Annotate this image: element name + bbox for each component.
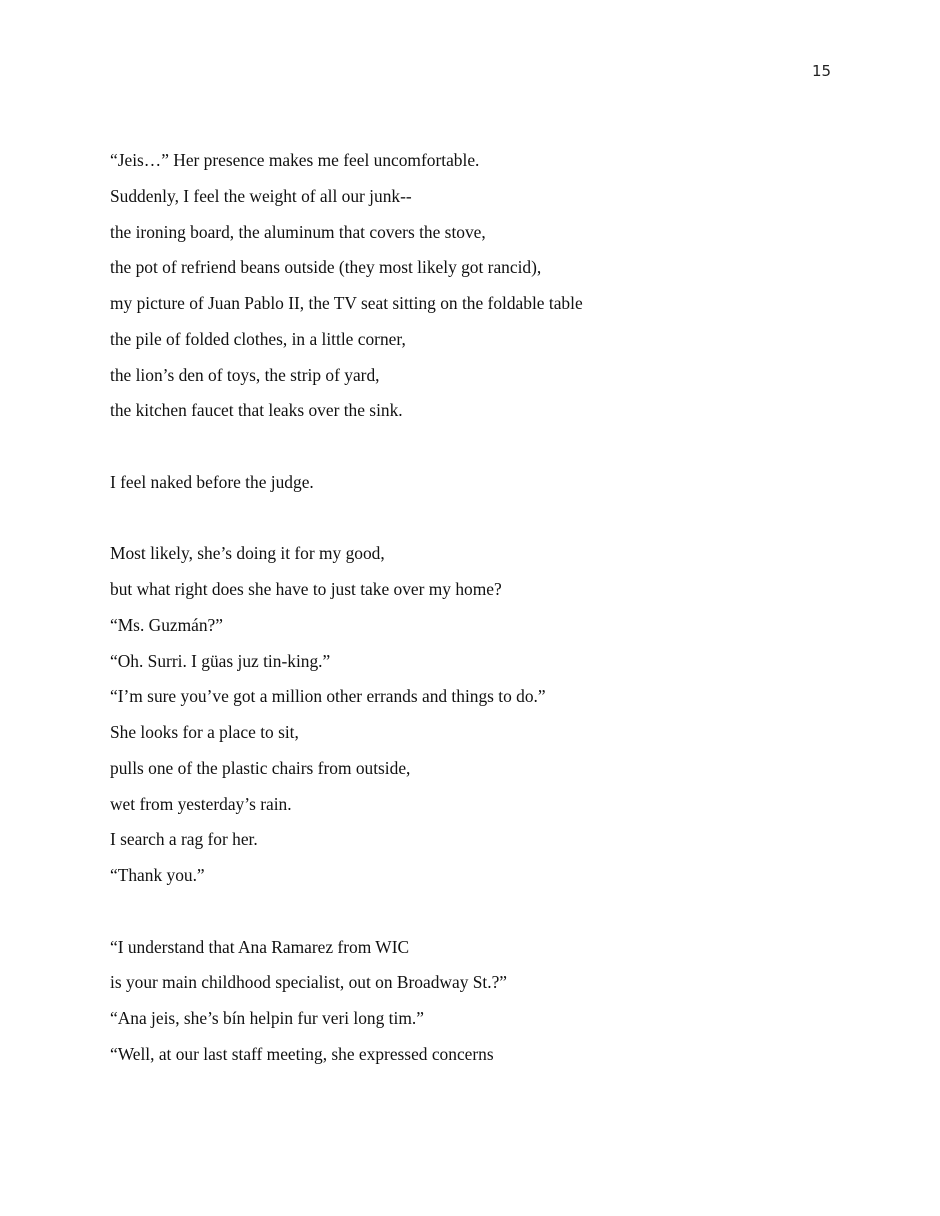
- text-line: “Well, at our last staff meeting, she expressed concerns: [110, 1043, 494, 1064]
- text-line: “Ana jeis, she’s bín helpin fur veri long tim.”: [110, 1008, 424, 1028]
- text-line: the kitchen faucet that leaks over the sink.: [110, 400, 403, 421]
- text-line: “Oh. Surri. I güas juz tin-king.”: [110, 650, 331, 671]
- poem-body: [110, 148, 830, 1078]
- text-line: She looks for a place to sit,: [110, 722, 299, 742]
- stanza-break: [110, 899, 830, 935]
- stanza-break: [110, 434, 830, 470]
- text-line: I feel naked before the judge.: [110, 471, 314, 492]
- text-line: wet from yesterday’s rain.: [110, 793, 292, 814]
- text-line: “I’m sure you’ve got a million other errands and things to do.”: [110, 686, 546, 707]
- text-line: the pot of refriend beans outside (they most likely got rancid),: [110, 257, 542, 278]
- text-line: Most likely, she’s doing it for my good,: [110, 543, 385, 564]
- stanza-break: [110, 506, 830, 542]
- text-line: the ironing board, the aluminum that covers the stove,: [110, 221, 486, 242]
- text-line: “Jeis…” Her presence makes me feel uncomfortable.: [110, 150, 480, 170]
- text-line: the lion’s den of toys, the strip of yard,: [110, 364, 380, 385]
- text-line: but what right does she have to just take over my home?: [110, 579, 502, 599]
- text-line: Suddenly, I feel the weight of all our junk--: [110, 185, 412, 206]
- text-line: “Thank you.”: [110, 865, 205, 885]
- text-line: pulls one of the plastic chairs from outside,: [110, 757, 411, 778]
- text-line: the pile of folded clothes, in a little corner,: [110, 328, 406, 349]
- text-line: is your main childhood specialist, out on Broadway St.?”: [110, 972, 508, 993]
- text-line: my picture of Juan Pablo II, the TV seat sitting on the foldable table: [110, 293, 583, 313]
- text-line: “I understand that Ana Ramarez from WIC: [110, 936, 410, 957]
- text-line: “Ms. Guzmán?”: [110, 614, 223, 635]
- page-number: 15: [812, 62, 832, 80]
- text-line: I search a rag for her.: [110, 829, 258, 850]
